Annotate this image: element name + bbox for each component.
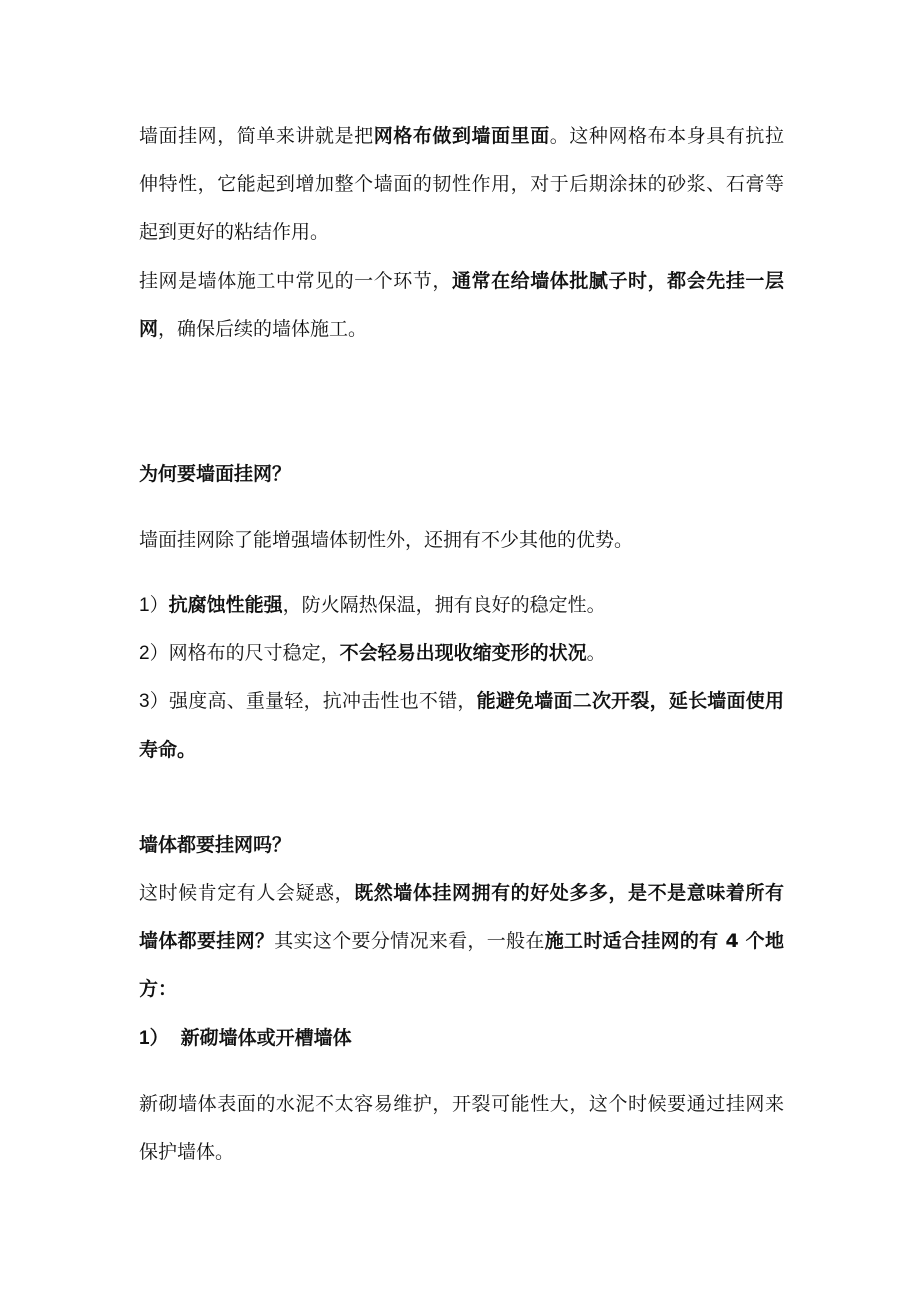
subheading-new-walls — [139, 1014, 784, 1063]
list-number: 2） — [139, 643, 169, 664]
list-item-1 — [139, 581, 784, 630]
paragraph-which-walls — [139, 869, 784, 1013]
emphasis-text: 施工时适合挂网的有 4 个地方： — [139, 930, 784, 1000]
emphasis-text: 网格布做到墙面里面 — [373, 125, 550, 147]
list-item-2 — [139, 629, 784, 678]
paragraph-text: 墙面挂网，简单来讲就是把 — [139, 125, 374, 147]
subheading-text: 新砌墙体或开槽墙体 — [180, 1027, 352, 1049]
list-text: 网格布的尺寸稳定， — [168, 642, 340, 664]
list-number: 1） — [139, 1028, 169, 1049]
paragraph-new-walls: 新砌墙体表面的水泥不太容易维护，开裂可能性大，这个时候要通过挂网来保护墙体。 — [139, 1093, 784, 1163]
list-text: ，防火隔热保温，拥有良好的稳定性。 — [282, 594, 606, 616]
list-text: 。 — [586, 642, 606, 664]
list-number: 3） — [139, 691, 170, 712]
list-item-3 — [139, 677, 784, 774]
emphasis-text: 既然墙体挂网拥有的好处多多，是不是意味着所有墙体都要挂网？ — [139, 882, 784, 952]
section-heading-why: 为何要墙面挂网？ — [139, 463, 292, 485]
emphasis-text: 通常在给墙体批腻子时，都会先挂一层网 — [139, 270, 784, 340]
paragraph-text: 。这种网格布本身具有抗拉伸特性，它能起到增加整个墙面的韧性作用，对于后期涂抹的砂浆、石膏等起到更好的粘结作用。 — [139, 125, 784, 243]
paragraph-advantages-intro: 墙面挂网除了能增强墙体韧性外，还拥有不少其他的优势。 — [139, 529, 634, 551]
section-heading-all-walls: 墙体都要挂网吗？ — [139, 834, 292, 856]
emphasis-text: 不会轻易出现收缩变形的状况 — [339, 642, 587, 664]
paragraph-text: 其实这个要分情况来看，一般在 — [274, 930, 545, 952]
paragraph-text: 这时候肯定有人会疑惑， — [139, 882, 355, 904]
paragraph-intro — [139, 112, 784, 256]
paragraph-text: 挂网是墙体施工中常见的一个环节， — [139, 270, 452, 292]
list-text: 强度高、重量轻，抗冲击性也不错， — [169, 690, 477, 712]
paragraph-text: ，确保后续的墙体施工。 — [158, 318, 368, 340]
list-number: 1） — [139, 595, 169, 616]
paragraph-mesh-step — [139, 257, 784, 353]
emphasis-text: 能避免墙面二次开裂，延长墙面使用寿命。 — [139, 690, 784, 761]
emphasis-text: 抗腐蚀性能强 — [168, 594, 283, 616]
